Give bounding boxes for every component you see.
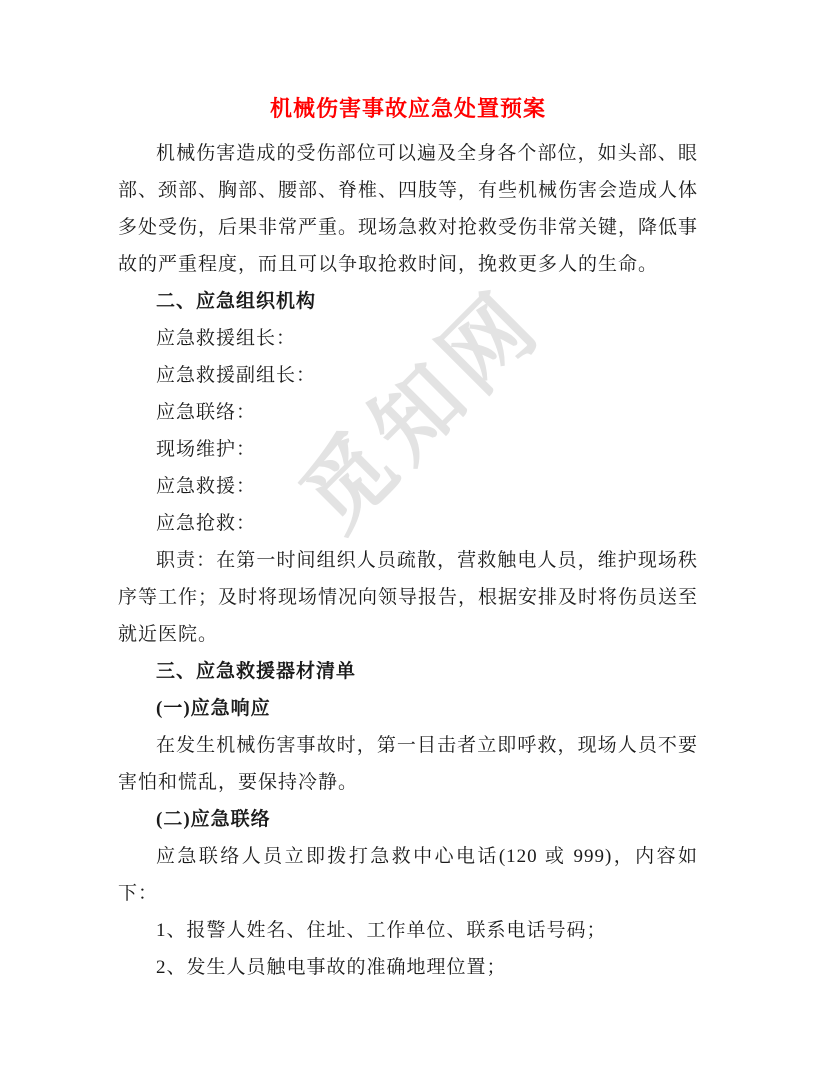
line-site-maintenance: 现场维护： xyxy=(156,439,257,460)
document-content xyxy=(118,90,698,986)
line-rescue-deputy-leader: 应急救援副组长： xyxy=(156,365,317,386)
heading-emergency-contact: (二)应急联络 xyxy=(156,809,271,830)
paragraph-response-detail: 在发生机械伤害事故时，第一目击者立即呼救，现场人员不要害怕和慌乱，要保持冷静。 xyxy=(118,735,698,793)
paragraph-contact-intro: 应急联络人员立即拨打急救中心电话(120 或 999)，内容如下： xyxy=(118,846,698,904)
heading-emergency-organization: 二、应急组织机构 xyxy=(156,291,317,312)
watermark-text: 觅知网 xyxy=(282,270,561,549)
document-title: 机械伤害事故应急处置预案 xyxy=(269,96,546,121)
paragraph-overview: 机械伤害造成的受伤部位可以遍及全身各个部位，如头部、眼部、颈部、胸部、腰部、脊椎、四肢等，有些机械伤害会造成人体多处受伤，后果非常严重。现场急救对抢救受伤非常关键，降低事故的严重程度，而且可以争取抢救时间，挽救更多人的生命。 xyxy=(118,143,699,275)
heading-equipment-list: 三、应急救援器材清单 xyxy=(156,661,357,682)
list-item-accident-location: 2、发生人员触电事故的准确地理位置； xyxy=(156,957,507,978)
heading-emergency-response: (一)应急响应 xyxy=(156,698,271,719)
line-emergency-aid: 应急抢救： xyxy=(156,513,257,534)
paragraph-duties: 职责：在第一时间组织人员疏散，营救触电人员，维护现场秩序等工作；及时将现场情况向领导报告，根据安排及时将伤员送至就近医院。 xyxy=(118,550,699,645)
line-rescue-leader: 应急救援组长： xyxy=(156,328,297,349)
list-item-caller-info: 1、报警人姓名、住址、工作单位、联系电话号码； xyxy=(156,920,607,941)
line-emergency-liaison: 应急联络： xyxy=(156,402,257,423)
line-emergency-rescue: 应急救援： xyxy=(156,476,257,497)
